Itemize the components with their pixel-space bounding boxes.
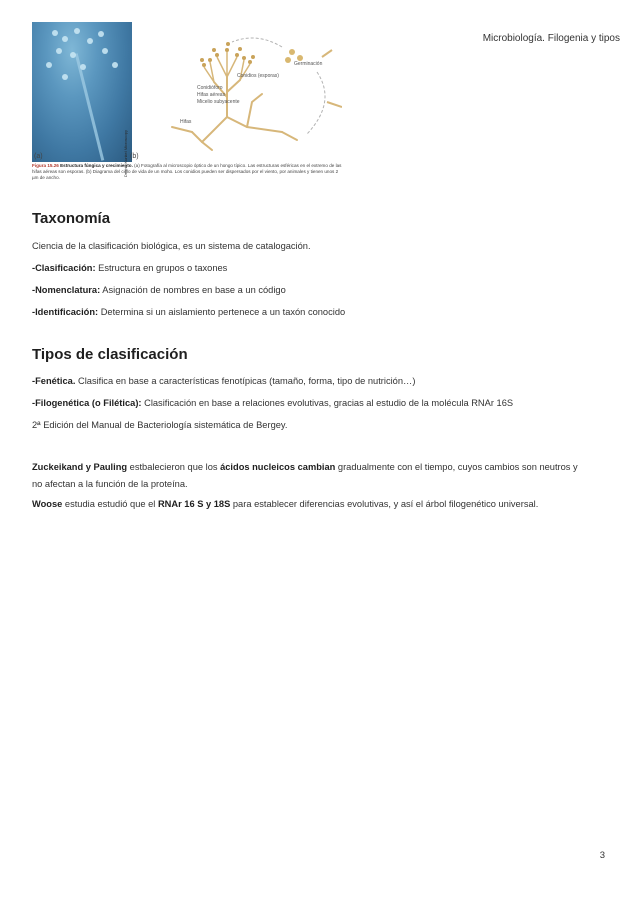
figure-credit: Dennis Kunkel Microscopy bbox=[123, 130, 128, 178]
label-conidioforo: Conidióforo bbox=[197, 85, 223, 91]
label-hifas: Hifas bbox=[180, 119, 192, 125]
item-fenetica: -Fenética. Clasifica en base a características fenotípicas (tamaño, forma, tipo de nutrición…) bbox=[32, 376, 416, 386]
item-identificacion: -Identificación: Determina si un aislamiento pertenece a un taxón conocido bbox=[32, 307, 346, 317]
label-micelio: Micelio subyacente bbox=[197, 99, 240, 105]
taxonomia-intro: Ciencia de la clasificación biológica, es un sistema de catalogación. bbox=[32, 241, 311, 251]
label-germinacion: Germinación bbox=[294, 61, 323, 67]
item-filogenetica: -Filogenética (o Filética): Clasificación en base a relaciones evolutivas, gracias al estudio de la molécula RNAr 16S bbox=[32, 398, 514, 408]
zuckeikand-pauling-line2: no afectan a la función de la proteína. bbox=[32, 479, 188, 489]
zuckeikand-pauling-paragraph: Zuckeikand y Pauling estbalecieron que los ácidos nucleicos cambian gradualmente con el tiempo, cuyos cambios son neutros y bbox=[32, 462, 578, 472]
page-number: 3 bbox=[599, 850, 605, 861]
caption-title: Estructura fúngica y crecimiento. bbox=[60, 163, 133, 168]
woose-paragraph: Woose estudia estudió que el RNAr 16 S y 18S para establecer diferencias evolutivas, y así el árbol filogenético universal. bbox=[32, 499, 539, 509]
item-nomenclatura: -Nomenclatura: Asignación de nombres en base a un código bbox=[32, 285, 286, 295]
item-clasificacion: -Clasificación: Estructura en grupos o taxones bbox=[32, 263, 228, 273]
label-hifas-aereas: Hifas aéreas bbox=[197, 92, 226, 98]
heading-tipos-clasificacion: Tipos de clasificación bbox=[32, 346, 188, 363]
page-header: Microbiología. Filogenia y tipos bbox=[482, 33, 620, 44]
figure-label-a: (a) bbox=[34, 153, 43, 160]
caption-text: (a) Fotografía al microscopio óptico de un hongo típico. Las estructuras esféricas en el extremo de las hifas aéreas son esporas. (b) Diagrama del ciclo de vida de un moho. Los conidios pueden ser dispersados por el viento, por animales y tienen unos 2 µm de ancho. bbox=[32, 163, 342, 180]
figure-fungal-structure bbox=[32, 22, 342, 182]
microscope-photo bbox=[32, 22, 132, 162]
figure-caption bbox=[32, 163, 342, 181]
caption-number: Figura 15.26 bbox=[32, 163, 59, 168]
mold-life-cycle-diagram bbox=[132, 22, 342, 162]
heading-taxonomia: Taxonomía bbox=[32, 210, 111, 227]
figure-label-b: (b) bbox=[130, 153, 139, 160]
label-conidios: Conidios (esporas) bbox=[237, 73, 279, 79]
bergey-edition: 2ª Edición del Manual de Bacteriología sistemática de Bergey. bbox=[32, 420, 288, 430]
